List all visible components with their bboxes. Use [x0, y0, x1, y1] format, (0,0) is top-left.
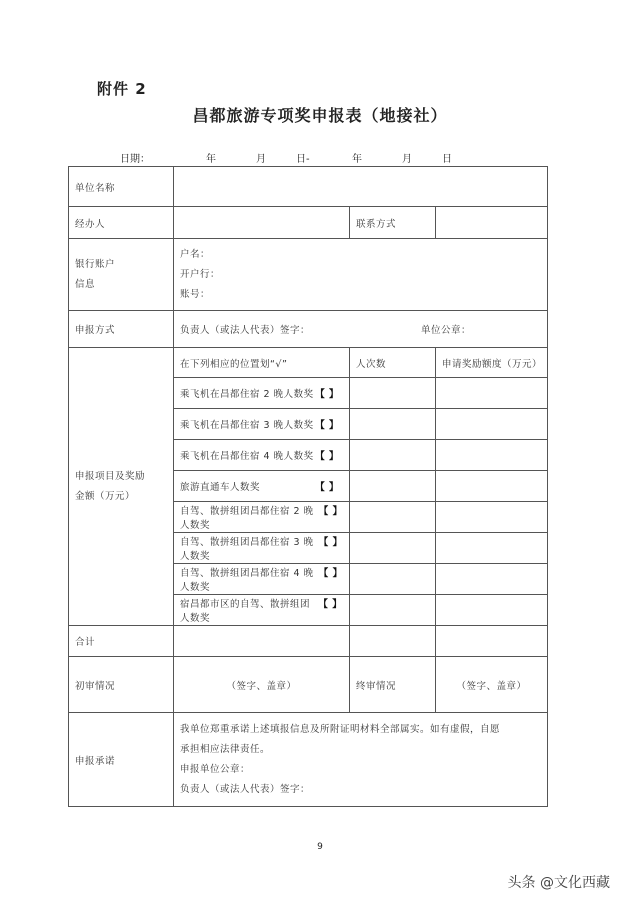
- item-cell[interactable]: 旅游直通车人数奖 【 】: [174, 471, 350, 502]
- unit-name-field[interactable]: [174, 167, 548, 207]
- account-no-label: 账号：: [180, 288, 211, 300]
- account-name-label: 户名：: [180, 248, 211, 260]
- col-count-header: 人次数: [350, 348, 436, 378]
- contact-label: 联系方式: [350, 207, 436, 239]
- final-review-field[interactable]: （签字、盖章）: [436, 657, 548, 713]
- leader-sign-label: 负责人（或法人代表）签字：: [180, 325, 311, 336]
- item-count-field[interactable]: [350, 409, 436, 440]
- date-month-2: 月: [402, 154, 412, 165]
- commitment-field[interactable]: [174, 713, 548, 807]
- handler-label: 经办人: [69, 207, 174, 239]
- item-amount-field[interactable]: [436, 502, 548, 533]
- date-year-2: 年: [352, 154, 362, 165]
- item-cell[interactable]: 自驾、散拼组团昌都住宿 3 晚人数奖 【 】: [174, 533, 350, 564]
- item-amount-field[interactable]: [436, 409, 548, 440]
- commitment-label: 申报承诺: [69, 713, 174, 807]
- apply-method-label: 申报方式: [69, 311, 174, 348]
- watermark: 头条 @文化西藏: [507, 875, 610, 891]
- date-month-1: 月: [256, 154, 266, 165]
- items-label: 申报项目及奖励 金额（万元）: [69, 348, 174, 626]
- item-count-field[interactable]: [350, 595, 436, 626]
- item-amount-field[interactable]: [436, 440, 548, 471]
- item-amount-field[interactable]: [436, 471, 548, 502]
- unit-name-label: 单位名称: [69, 167, 174, 207]
- item-count-field[interactable]: [350, 440, 436, 471]
- date-day-1: 日-: [296, 154, 310, 165]
- item-count-field[interactable]: [350, 378, 436, 409]
- date-year-1: 年: [206, 154, 216, 165]
- commitment-text-1: 我单位郑重承诺上述填报信息及所附证明材料全部属实。如有虚假，自愿: [180, 723, 501, 735]
- col-mark-header: 在下列相应的位置划“√”: [174, 348, 350, 378]
- item-cell[interactable]: 乘飞机在昌都住宿 2 晚人数奖 【 】: [174, 378, 350, 409]
- total-field[interactable]: [174, 626, 350, 657]
- total-count-field[interactable]: [350, 626, 436, 657]
- bank-info-label: 银行账户 信息: [69, 239, 174, 311]
- handler-field[interactable]: [174, 207, 350, 239]
- item-cell[interactable]: 自驾、散拼组团昌都住宿 4 晚人数奖 【 】: [174, 564, 350, 595]
- item-cell[interactable]: 乘飞机在昌都住宿 4 晚人数奖 【 】: [174, 440, 350, 471]
- item-count-field[interactable]: [350, 564, 436, 595]
- item-amount-field[interactable]: [436, 595, 548, 626]
- item-count-field[interactable]: [350, 533, 436, 564]
- first-review-label: 初审情况: [69, 657, 174, 713]
- page-number: 9: [317, 842, 323, 852]
- bank-info-field[interactable]: [174, 239, 548, 311]
- annex-label: 附件 2: [97, 80, 147, 98]
- col-amount-header: 申请奖励额度（万元）: [436, 348, 548, 378]
- bank-label: 开户行：: [180, 268, 221, 280]
- commitment-seal: 申报单位公章：: [180, 763, 251, 775]
- item-amount-field[interactable]: [436, 533, 548, 564]
- commitment-sign: 负责人（或法人代表）签字：: [180, 783, 311, 795]
- item-cell[interactable]: 乘飞机在昌都住宿 3 晚人数奖 【 】: [174, 409, 350, 440]
- final-review-label: 终审情况: [350, 657, 436, 713]
- total-label: 合计: [69, 626, 174, 657]
- item-amount-field[interactable]: [436, 378, 548, 409]
- form-title: 昌都旅游专项奖申报表（地接社）: [192, 106, 448, 125]
- apply-method-field[interactable]: [174, 311, 548, 348]
- item-amount-field[interactable]: [436, 564, 548, 595]
- commitment-text-2: 承担相应法律责任。: [180, 743, 271, 755]
- item-count-field[interactable]: [350, 471, 436, 502]
- date-day-2: 日: [442, 154, 452, 165]
- application-form-table: [68, 166, 548, 807]
- unit-seal-label: 单位公章：: [420, 325, 471, 336]
- contact-field[interactable]: [436, 207, 548, 239]
- date-label: 日期：: [120, 154, 150, 165]
- item-cell[interactable]: 宿昌都市区的自驾、散拼组团人数奖 【 】: [174, 595, 350, 626]
- item-count-field[interactable]: [350, 502, 436, 533]
- item-cell[interactable]: 自驾、散拼组团昌都住宿 2 晚人数奖 【 】: [174, 502, 350, 533]
- first-review-field[interactable]: （签字、盖章）: [174, 657, 350, 713]
- total-amount-field[interactable]: [436, 626, 548, 657]
